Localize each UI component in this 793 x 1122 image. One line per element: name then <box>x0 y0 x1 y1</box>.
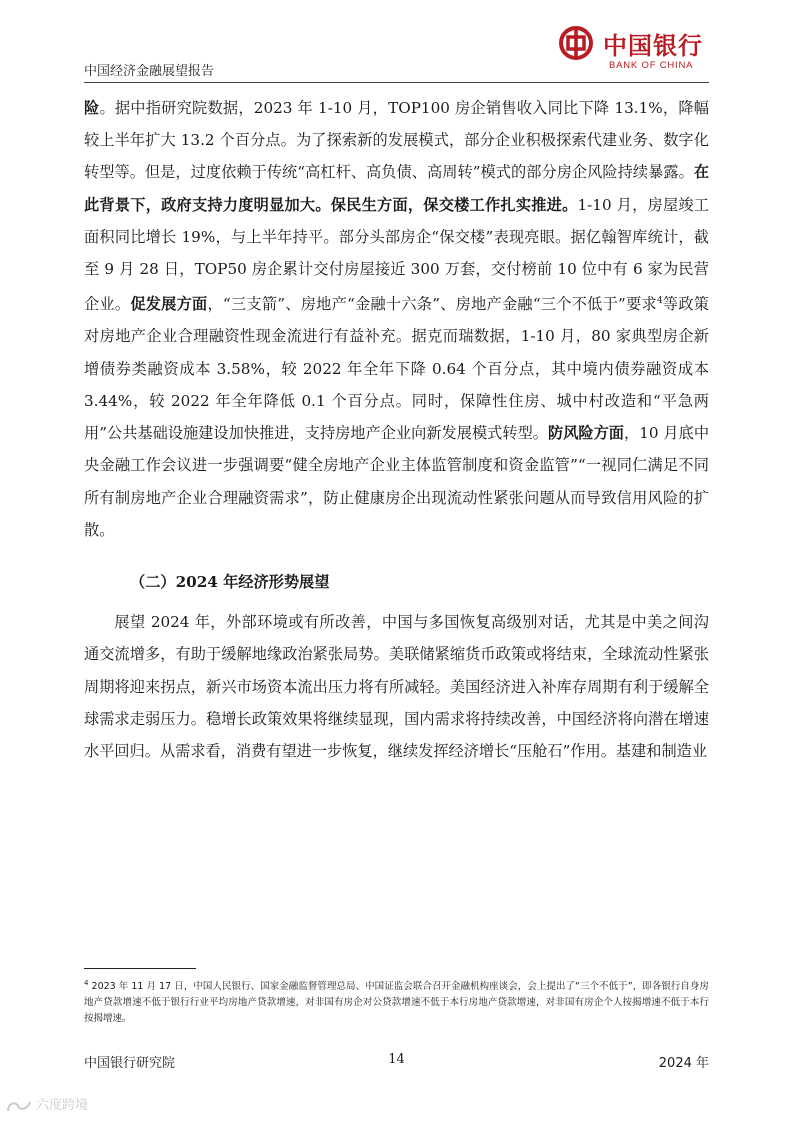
header-divider <box>84 82 709 83</box>
bank-logo <box>559 26 709 74</box>
body-text: 等政策对房地产企业合理融资性现金流进行有益补充。据克而瑞数据，1-10 月，80 家典型房企新增债券类融资成本 3.58%，较 2022 年全年下降 0.64 个百分点，其中境内债券融资成本 3.44%，较 2022 年全年降低 0.1 个百分点。同时，保障性住房、城中村改造和“平急两用”公共基础设施建设加快推进，支持房地产企业向新发展模式转型。 <box>84 295 709 443</box>
paragraph-outlook: 展望 2024 年，外部环境或有所改善，中国与多国恢复高级别对话，尤其是中美之间沟通交流增多，有助于缓解地缘政治紧张局势。美联储紧缩货币政策或将结束，全球流动性紧张周期将迎来拐点，新兴市场资本流出压力将有所减轻。美国经济进入补库存周期有利于缓解全球需求走弱压力。稳增长政策效果将继续显现，国内需求将持续改善，中国经济将向潜在增速水平回归。从需求看，消费有望进一步恢复，继续发挥经济增长“压舱石”作用。基建和制造业 <box>84 613 709 760</box>
logo-chinese-text: 中国银行 <box>603 31 703 60</box>
watermark-text: 六度跨境 <box>36 1098 89 1113</box>
footnote-divider <box>84 968 196 969</box>
body-text: ，“三支箭”、房地产“金融十六条”、房地产金融“三个不低于”要求 <box>207 295 657 314</box>
main-body <box>84 92 709 767</box>
body-text: 。据中指研究院数据，2023 年 1-10 月，TOP100 房企销售收入同比下降 13.1%，降幅较上半年扩大 13.2 个百分点。为了探索新的发展模式，部分企业积极探索代建业务、数字化转型等。但是，过度依赖于传统“高杠杆、高负债、高周转”模式的部分房企风险持续暴露。 <box>84 99 709 182</box>
footnote <box>84 975 709 1027</box>
bold-text: 险 <box>84 99 100 117</box>
footer-year: 2024 年 <box>658 1056 709 1071</box>
footnote-number: 4 <box>84 979 89 987</box>
watermark <box>6 1094 88 1113</box>
footnote-text: 2023 年 11 月 17 日，中国人民银行、国家金融监督管理总局、中国证监会联合召开金融机构座谈会，会上提出了“三个不低于”，即各银行自身房地产贷款增速不低于银行行业平均房地产贷款增速，对非国有房企对公贷款增速不低于本行房地产贷款增速，对非国有房企个人按揭增速不低于本行按揭增速。 <box>84 981 709 1025</box>
section-subheading: （二）2024 年经济形势展望 <box>130 572 330 591</box>
footnote-marker[interactable]: 4 <box>656 296 663 307</box>
logo-english-text: BANK OF CHINA <box>609 60 694 71</box>
bold-text: 防风险方面 <box>547 424 625 443</box>
paragraph-real-estate <box>84 92 709 546</box>
bank-of-china-emblem-icon <box>559 26 593 60</box>
bold-text: 在此背景下，政府支持力度明显加大。保民生方面，保交楼工作扎实推进。 <box>84 163 709 214</box>
page-header <box>84 22 709 80</box>
report-title: 中国经济金融展望报告 <box>84 64 215 79</box>
footer-organization: 中国银行研究院 <box>84 1056 176 1071</box>
body-text: 1-10 月，房屋竣工面积同比增长 19%，与上半年持平。部分头部房企“保交楼”表现亮眼。据亿翰智库统计，截至 9 月 28 日，TOP50 房企累计交付房屋接近 300 万套，交付榜前 10 位中有 6 家为民营企业。 <box>84 195 709 314</box>
body-text: ，10 月底中央金融工作会议进一步强调要“健全房地产企业主体监管制度和资金监管”“一视同仁满足不同所有制房地产企业合理融资需求”，防止健康房企出现流动性紧张问题从而导致信用风险的扩散。 <box>84 424 710 539</box>
page-number: 14 <box>388 1052 405 1067</box>
bold-text: 促发展方面 <box>130 295 208 314</box>
watermark-logo-icon <box>6 1099 32 1113</box>
